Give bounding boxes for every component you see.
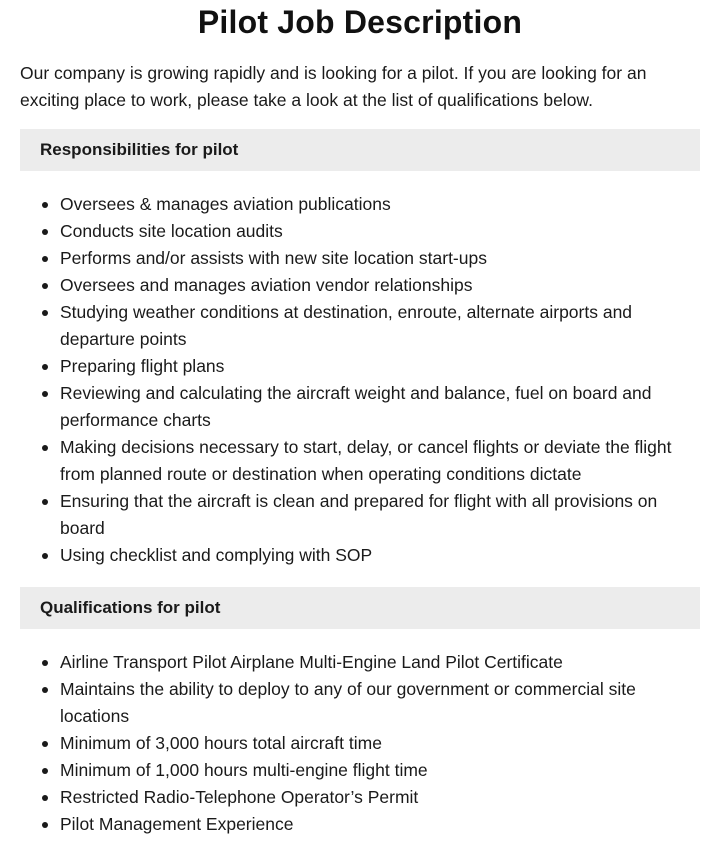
list-item-text: Making decisions necessary to start, delay, or cancel flights or deviate the flight from planned route or destination when operating conditions dictate: [60, 437, 672, 484]
list-item-text: Using checklist and complying with SOP: [60, 545, 373, 565]
list-item: [20, 434, 700, 488]
bullet-icon: [42, 741, 48, 747]
bullet-icon: [42, 795, 48, 801]
bullet-icon: [42, 687, 48, 693]
bullet-icon: [42, 391, 48, 397]
list-item: [20, 488, 700, 542]
list-item-text: Performs and/or assists with new site location start-ups: [60, 248, 487, 268]
bullet-icon: [42, 445, 48, 451]
responsibilities-list: [20, 191, 700, 569]
list-item: [20, 272, 700, 299]
bullet-icon: [42, 202, 48, 208]
list-item-text: Conducts site location audits: [60, 221, 283, 241]
list-item-text: Pilot Management Experience: [60, 814, 294, 834]
list-item: [20, 218, 700, 245]
list-item-text: Preparing flight plans: [60, 356, 225, 376]
bullet-icon: [42, 822, 48, 828]
bullet-icon: [42, 229, 48, 235]
list-item-text: Reviewing and calculating the aircraft weight and balance, fuel on board and performance charts: [60, 383, 652, 430]
list-item: [20, 380, 700, 434]
intro-paragraph: Our company is growing rapidly and is looking for a pilot. If you are looking for an exciting place to work, please take a look at the list of qualifications below.: [20, 63, 647, 110]
list-item-text: Minimum of 3,000 hours total aircraft time: [60, 733, 382, 753]
list-item-text: Airline Transport Pilot Airplane Multi-Engine Land Pilot Certificate: [60, 652, 563, 672]
bullet-icon: [42, 553, 48, 559]
list-item-text: Maintains the ability to deploy to any of our government or commercial site locations: [60, 679, 636, 726]
list-item: [20, 784, 700, 811]
list-item: [20, 245, 700, 272]
list-item: [20, 811, 700, 838]
page-title: Pilot Job Description: [197, 4, 523, 40]
list-item-text: Ensuring that the aircraft is clean and prepared for flight with all provisions on board: [60, 491, 658, 538]
responsibilities-heading: Responsibilities for pilot: [20, 129, 700, 171]
bullet-icon: [42, 660, 48, 666]
responsibilities-section: [20, 129, 700, 569]
list-item: [20, 353, 700, 380]
list-item: [20, 299, 700, 353]
list-item: [20, 730, 700, 757]
bullet-icon: [42, 364, 48, 370]
list-item-text: Studying weather conditions at destination, enroute, alternate airports and departure points: [60, 302, 633, 349]
list-item-text: Minimum of 1,000 hours multi-engine flight time: [60, 760, 428, 780]
qualifications-section: [20, 587, 700, 838]
bullet-icon: [42, 499, 48, 505]
list-item: [20, 542, 700, 569]
bullet-icon: [42, 310, 48, 316]
bullet-icon: [42, 283, 48, 289]
list-item: [20, 676, 700, 730]
list-item-text: Restricted Radio-Telephone Operator’s Permit: [60, 787, 419, 807]
qualifications-list: [20, 649, 700, 838]
list-item-text: Oversees & manages aviation publications: [60, 194, 391, 214]
list-item-text: Oversees and manages aviation vendor relationships: [60, 275, 473, 295]
bullet-icon: [42, 256, 48, 262]
qualifications-heading: Qualifications for pilot: [20, 587, 700, 629]
list-item: [20, 191, 700, 218]
list-item: [20, 649, 700, 676]
bullet-icon: [42, 768, 48, 774]
list-item: [20, 757, 700, 784]
